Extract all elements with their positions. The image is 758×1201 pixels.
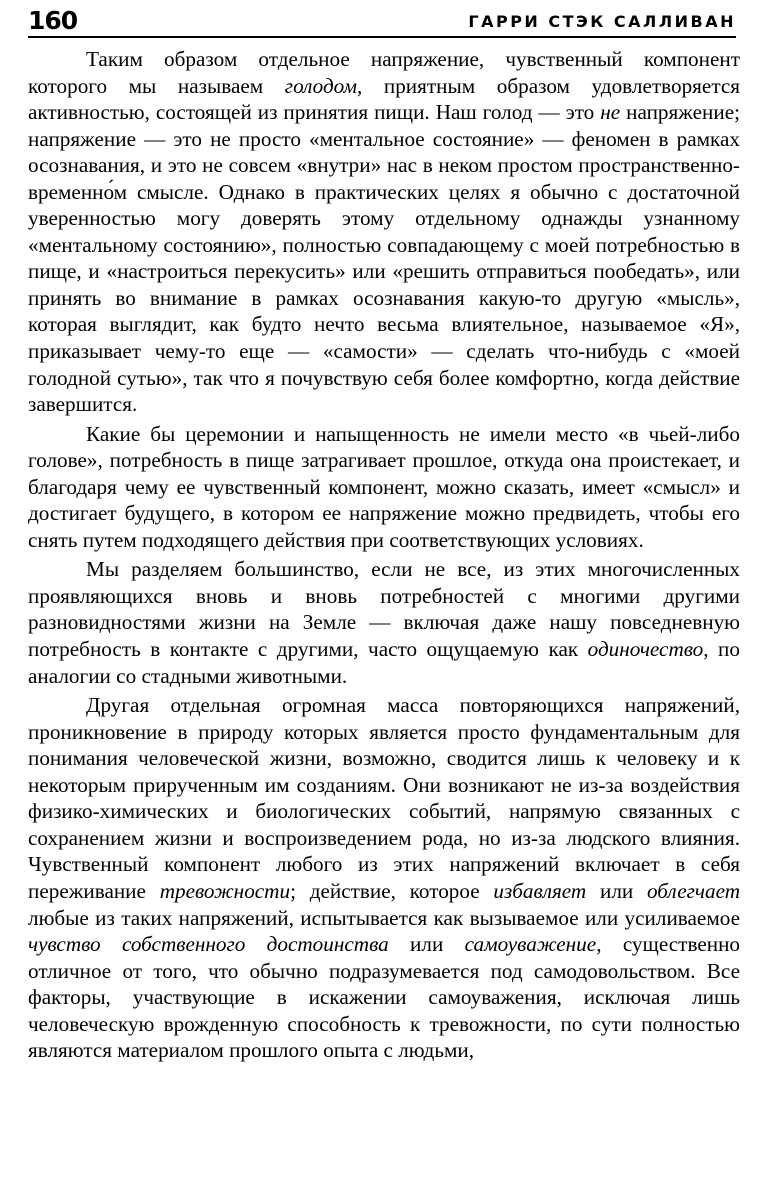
text-run: или [586, 878, 647, 903]
paragraph [28, 421, 740, 554]
text-run: или [388, 932, 465, 957]
text-run: , существенно отличное от того, что обычно подразумевается под самодовольством. Все факторы, участвующие в искажении самоуважения, исключая лишь человеческую врожденную способность к тревожности, по сути полностью являются материалом прошлого опыта с людьми, [28, 932, 740, 1063]
page-number: 160 [28, 6, 78, 35]
text-run: Какие бы церемонии и напыщенность не имели место «в чьей-либо голове», потребность в пище затрагивает прошлое, откуда она проистекает, и благодаря чему ее чувственный компонент, можно сказать, имеет «смысл» и достигает будущего, в котором ее напряжение можно предвидеть, чтобы его снять путем подходящего действия при соответствующих условиях. [28, 421, 740, 552]
running-head: ГАРРИ СТЭК САЛЛИВАН [468, 12, 736, 31]
paragraph [28, 692, 740, 1064]
text-run: Таким образом отдельное напряжение, чувственный компонент которого мы называем [28, 47, 740, 98]
italic-text: чувство собственного достоинства [28, 932, 389, 957]
italic-text: избавляет [493, 878, 587, 903]
italic-text: самоуважение [464, 932, 597, 957]
page-header [28, 6, 736, 38]
body-text [28, 46, 740, 1064]
italic-text: не [600, 100, 621, 125]
text-run: Мы разделяем большинство, если не все, из этих многочисленных проявляющихся вновь и вновь потребностей с многими другими разновидностями жизни на Земле — включая даже нашу повседневную потребность в контакте с другими, часто ощущаемую как [28, 557, 740, 662]
text-run: любые из таких напряжений, испытывается как вызываемое или усиливаемое [28, 905, 740, 930]
text-run: ; действие, которое [290, 878, 494, 903]
paragraph [28, 46, 740, 418]
paragraph [28, 556, 740, 689]
italic-text: тревожности [159, 878, 291, 903]
text-run: , по аналогии со стадными животными. [28, 637, 740, 688]
italic-text: облегчает [646, 878, 740, 903]
text-run: напряжение; напряжение — это не просто «ментальное состояние» — феномен в рамках осознавания, и это не совсем «внутри» нас в неком простом пространственно-временно́м смысле. Однако в практических целях я обычно с достаточной уверенностью могу доверять этому отдельному однажды узнанному «ментальному состоянию», полностью совпадающему с моей потребностью в пище, и «настроиться перекусить» или «решить отправиться пообедать», или принять во внимание в рамках осознавания какую-то другую «мысль», которая выглядит, как будто нечто весьма влиятельное, называемое «Я», приказывает чему-то еще — «самости» — сделать что-нибудь с «моей голодной сутью», так что я почувствую себя более комфортно, когда действие завершится. [28, 100, 740, 417]
text-run: , приятным образом удовлетворяется активностью, состоящей из принятия пищи. Наш голод — это [28, 73, 740, 125]
italic-text: голодом [284, 73, 357, 98]
text-run: Другая отдельная огромная масса повторяющихся напряжений, проникновение в природу которых является просто фундаментальным для понимания человеческой жизни, возможно, сводится лишь к человеку и к некоторым прирученным им созданиям. Они возникают не из-за воздействия физико-химических и биологических событий, напрямую связанных с сохранением жизни и воспроизведением рода, но из-за людского влияния. Чувственный компонент любого из этих напряжений включает в себя переживание [28, 693, 740, 903]
italic-text: одиночество [587, 637, 704, 662]
